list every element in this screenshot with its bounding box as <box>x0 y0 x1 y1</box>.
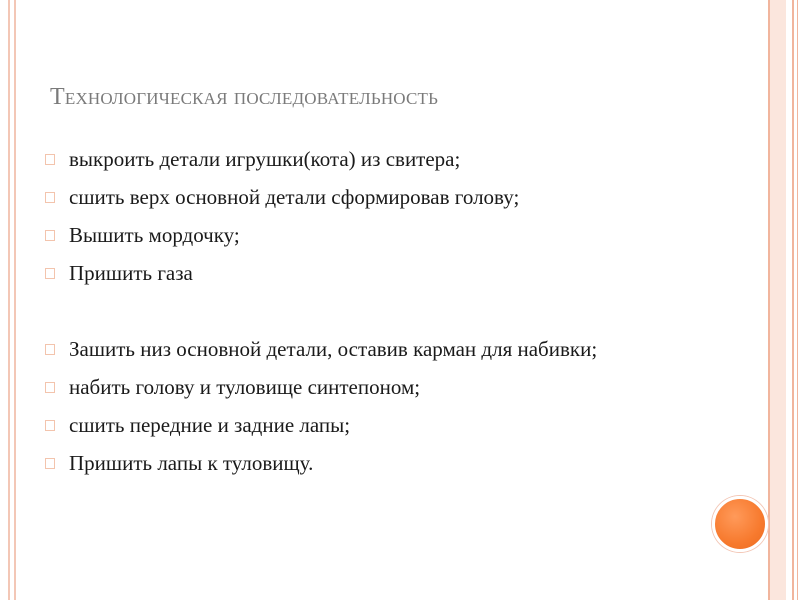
right-frame-line <box>797 0 798 600</box>
bullet-list <box>44 146 704 488</box>
list-item <box>44 260 704 287</box>
right-frame-line <box>792 0 794 600</box>
list-item <box>44 374 704 401</box>
list-item <box>44 222 704 249</box>
list-item <box>44 184 704 211</box>
list-spacer <box>44 298 704 325</box>
list-item-text: Вышить мордочку; <box>69 223 240 247</box>
bullet-icon <box>44 457 55 469</box>
list-item-text: выкроить детали игрушки(кота) из свитера; <box>69 147 461 171</box>
list-item-text: Пришить лапы к туловищу. <box>69 451 314 475</box>
right-frame-band <box>770 0 786 600</box>
list-item-text: сшить передние и задние лапы; <box>69 413 351 437</box>
bullet-icon <box>44 153 55 165</box>
bullet-icon <box>44 191 55 203</box>
right-frame-line <box>768 0 770 600</box>
list-item <box>44 146 704 173</box>
list-item <box>44 450 704 477</box>
bullet-icon <box>44 229 55 241</box>
decorative-orange-circle <box>712 496 768 552</box>
bullet-icon <box>44 267 55 279</box>
bullet-icon <box>44 343 55 355</box>
list-item <box>44 336 704 363</box>
slide-title: Технологическая последовательность <box>50 84 439 110</box>
list-item-text: Зашить низ основной детали, оставив карман для набивки; <box>69 337 598 361</box>
left-frame-line <box>8 0 10 600</box>
list-item-text: сшить верх основной детали сформировав голову; <box>69 185 520 209</box>
list-item-text: Пришить газа <box>69 261 193 285</box>
list-item <box>44 412 704 439</box>
left-frame-line <box>14 0 16 600</box>
bullet-icon <box>44 419 55 431</box>
bullet-icon <box>44 381 55 393</box>
list-item-text: набить голову и туловище синтепоном; <box>69 375 421 399</box>
